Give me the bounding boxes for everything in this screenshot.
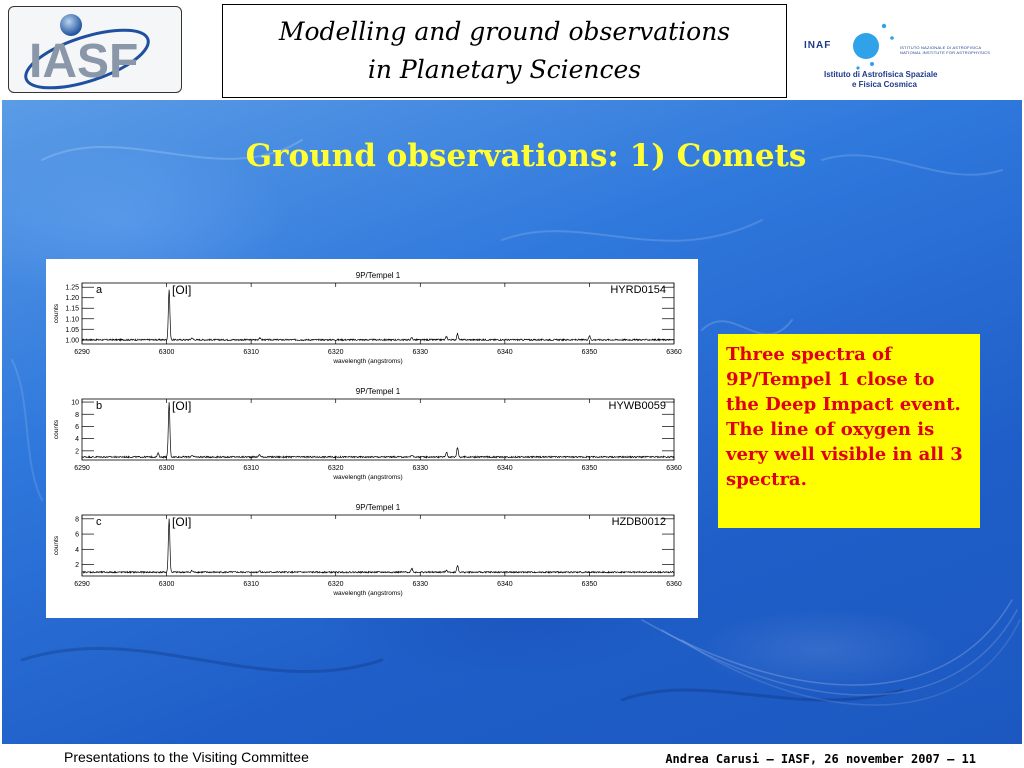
panel-a-panel-letter: a (96, 284, 103, 296)
slide-title: Modelling and ground observations in Planetary Sciences (278, 17, 731, 84)
panel-b-x-tick-label: 6360 (666, 465, 682, 472)
panel-c-x-tick-label: 6320 (327, 581, 344, 588)
panel-b-id-label: HYWB0059 (608, 400, 666, 412)
panel-a-x-tick-label: 6350 (581, 349, 598, 356)
panel-c-panel-letter: c (96, 516, 102, 528)
panel-b-x-tick-label: 6340 (497, 465, 513, 472)
iasf-logo (8, 6, 182, 93)
panel-b-x-tick-label: 6300 (158, 465, 175, 472)
panel-c-y-tick-label: 4 (75, 546, 79, 554)
panel-c-oi-label: [OI] (172, 515, 192, 529)
panel-b-x-tick-label: 6310 (243, 465, 259, 472)
panel-c-x-tick-label: 6300 (158, 581, 175, 588)
spectra-chart (46, 259, 698, 618)
inaf-institute-name: Istituto di Astrofisica Spaziale (824, 70, 938, 79)
panel-c-y-tick-label: 2 (75, 562, 79, 570)
panel-c-title: 9P/Tempel 1 (355, 503, 401, 512)
panel-a-x-tick-label: 6360 (666, 349, 682, 356)
panel-c-x-tick-label: 6350 (581, 581, 598, 588)
panel-b-spectrum-line (82, 402, 674, 458)
inaf-institute-name-2: e Fisica Cosmica (852, 80, 917, 89)
panel-c-x-tick-label: 6340 (497, 581, 513, 588)
panel-a-x-tick-label: 6340 (497, 349, 513, 356)
panel-b-y-tick-label: 10 (71, 399, 79, 407)
panel-b-y-tick-label: 8 (75, 411, 79, 419)
panel-b-y-label: counts (53, 419, 60, 440)
panel-c-x-tick-label: 6330 (412, 581, 429, 588)
inaf-fine-print: ISTITUTO NAZIONALE DI ASTROFISICA (900, 45, 982, 50)
panel-a-x-tick-label: 6300 (158, 349, 175, 356)
panel-a-y-tick-label: 1.05 (65, 326, 79, 334)
panel-a-y-tick-label: 1.10 (65, 316, 79, 324)
inaf-logo (800, 18, 1000, 98)
panel-b-y-tick-label: 2 (75, 448, 79, 456)
panel-c-x-label: wavelength (angstroms) (333, 590, 403, 597)
panel-c-spectrum-line (82, 519, 674, 573)
inaf-acronym: INAF (804, 40, 832, 51)
panel-b-x-tick-label: 6350 (581, 465, 598, 472)
panel-a-oi-label: [OI] (172, 283, 192, 297)
panel-a-x-tick-label: 6290 (74, 349, 90, 356)
panel-b-x-tick-label: 6320 (327, 465, 344, 472)
panel-c-x-tick-label: 6310 (243, 581, 259, 588)
panel-b-x-tick-label: 6290 (74, 465, 90, 472)
slide-title-box (222, 4, 787, 98)
panel-c-y-tick-label: 8 (75, 516, 79, 524)
panel-b-oi-label: [OI] (172, 399, 192, 413)
panel-a-id-label: HYRD0154 (610, 284, 666, 296)
spectra-figure (46, 259, 698, 618)
panel-a-spectrum-line (82, 290, 674, 341)
panel-a-x-tick-label: 6310 (243, 349, 259, 356)
panel-c-y-label: counts (53, 535, 60, 556)
panel-a-x-label: wavelength (angstroms) (333, 358, 403, 365)
slide-body (2, 100, 1022, 744)
caption-note: Three spectra of 9P/Tempel 1 close to the Deep Impact event. The line of oxygen is very well visible in all 3 spectra. (718, 334, 980, 528)
footer-right-text: Andrea Carusi – IASF, 26 november 2007 – 11 (665, 752, 976, 766)
panel-c-x-tick-label: 6290 (74, 581, 90, 588)
panel-c-y-tick-label: 6 (75, 531, 79, 539)
panel-b-x-tick-label: 6330 (412, 465, 429, 472)
panel-a-y-tick-label: 1.20 (65, 295, 79, 303)
panel-b-title: 9P/Tempel 1 (355, 387, 401, 396)
panel-a-title: 9P/Tempel 1 (355, 271, 401, 280)
panel-b-y-tick-label: 6 (75, 423, 79, 431)
panel-b-x-label: wavelength (angstroms) (333, 474, 403, 481)
inaf-fine-print-english: NATIONAL INSTITUTE FOR ASTROPHYSICS (900, 50, 991, 55)
panel-a-y-tick-label: 1.00 (65, 337, 79, 345)
panel-a-x-tick-label: 6320 (327, 349, 344, 356)
panel-b-panel-letter: b (96, 400, 103, 412)
panel-a-x-tick-label: 6330 (412, 349, 429, 356)
footer-left-text: Presentations to the Visiting Committee (64, 749, 309, 765)
slide-header (0, 0, 1024, 100)
iasf-logo-text: IASF (29, 35, 139, 88)
slide-heading: Ground observations: 1) Comets (245, 138, 807, 174)
iasf-planet-logo-icon (9, 7, 183, 94)
panel-a-y-label: counts (53, 303, 60, 324)
panel-c-id-label: HZDB0012 (611, 516, 666, 528)
panel-b-y-tick-label: 4 (75, 436, 79, 444)
panel-a-y-tick-label: 1.15 (65, 305, 79, 313)
panel-a-y-tick-label: 1.25 (65, 284, 79, 292)
panel-c-x-tick-label: 6360 (666, 581, 682, 588)
